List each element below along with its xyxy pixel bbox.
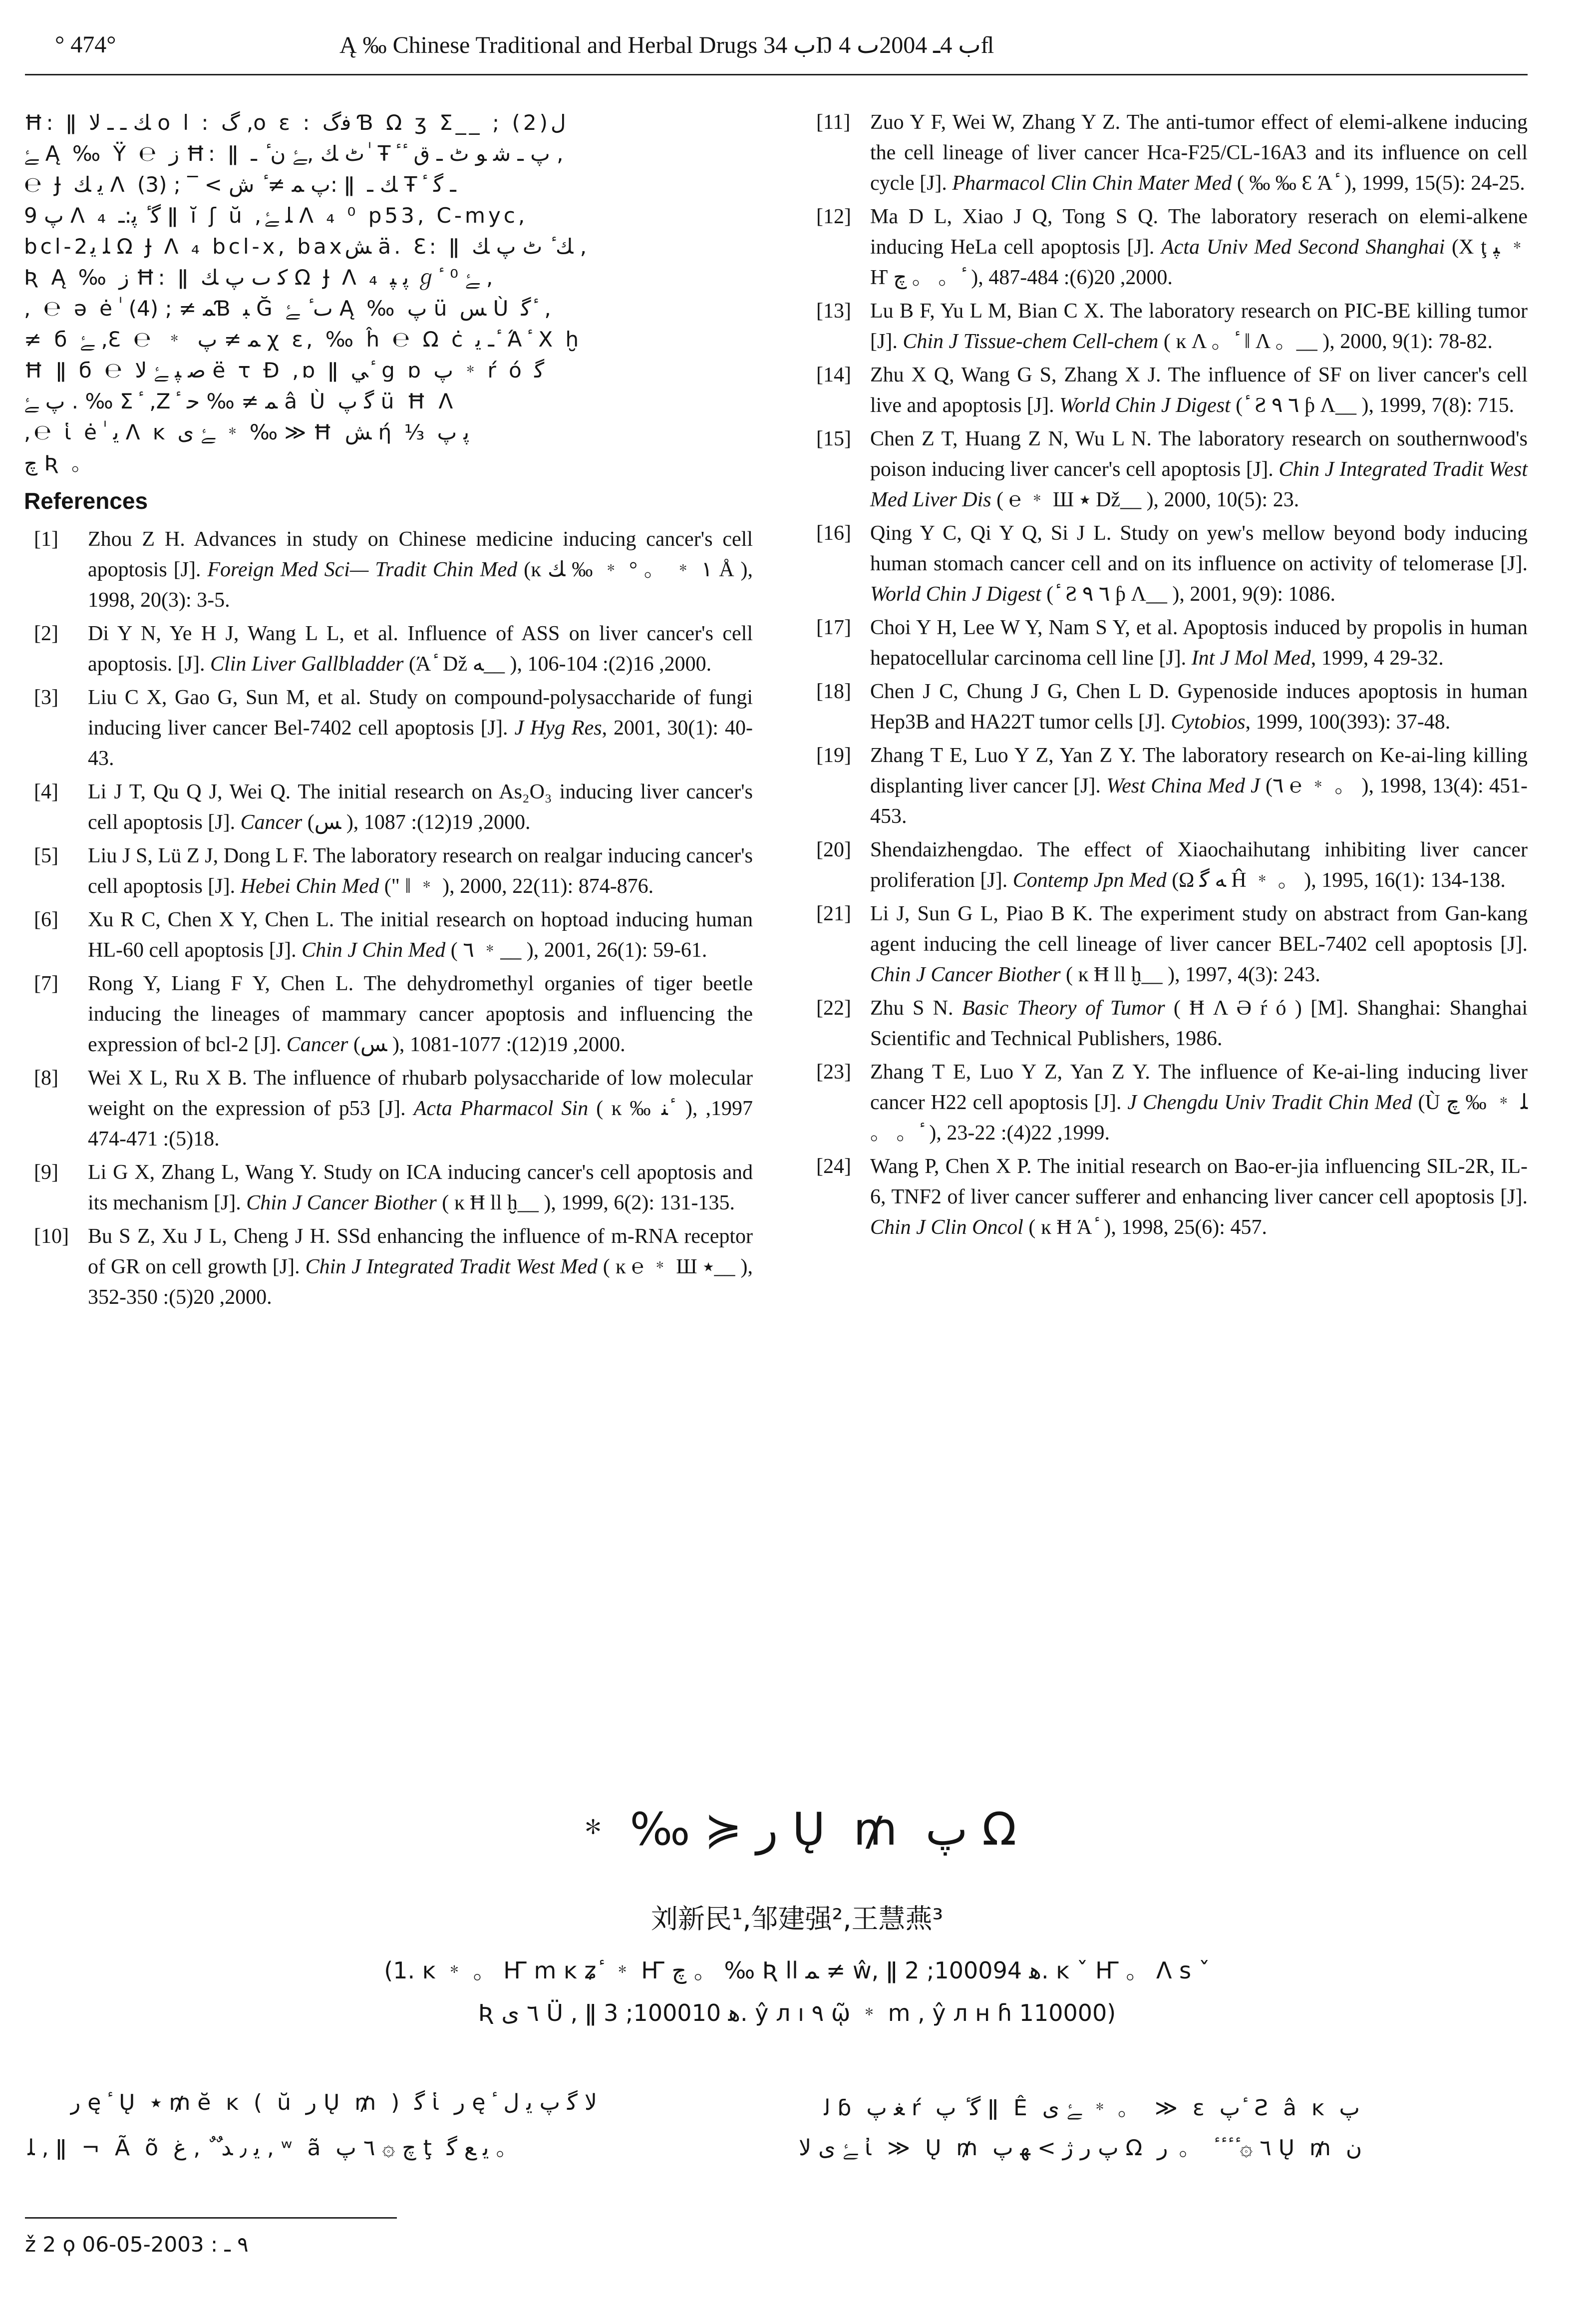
- reference-tail: ( ĸ Ħ ll ḫ__ ), 1999, 6(2): 131-135.: [436, 1191, 735, 1214]
- reference-journal: Basic Theory of Tumor: [961, 997, 1165, 1020]
- reference-item: [806, 993, 1528, 1054]
- reference-tail: ( ٔ Ƨ ٦ ٩ ƥ Λ__ ), 1999, 7(8): 715.: [1230, 394, 1515, 417]
- reference-tail: ( ℮ ﹡ Ш ٭ Dž__ ), 2000, 10(5): 23.: [991, 488, 1299, 511]
- reference-journal: West China Med J: [1106, 775, 1260, 797]
- reference-tail: , 1999, 100(393): 37-48.: [1245, 711, 1451, 734]
- reference-item: [806, 613, 1528, 674]
- body-line: ﭺ Ʀ 。: [24, 451, 96, 475]
- reference-journal: Chin J Integrated Tradit West Med: [305, 1255, 598, 1278]
- reference-text: [870, 1057, 1528, 1149]
- reference-number: [19]: [816, 744, 851, 767]
- body-line: ﭖ ﮱ . ‰ Σ ٔ ,Ζ ٔ ﻤ ≠ ‰ ﺣ â Ù ﮔ ﭖ ü Ħ Λ: [24, 389, 456, 413]
- reference-text: [870, 677, 1528, 738]
- reference-body: Ma D L, Xiao J Q, Tong S Q. The laboratory reserach on elemi-alkene inducing HeLa cell apoptosis [J].: [870, 205, 1528, 259]
- reference-tail: ( ĸ ‰ ﻨ ٔ ), 1997, 18(5): 471-474.: [88, 1097, 753, 1151]
- body-garbled-text: [24, 107, 753, 479]
- reference-item: [806, 360, 1528, 421]
- reference-item: [24, 777, 753, 838]
- reference-item: [24, 1158, 753, 1218]
- reference-tail: (ﺲ ), 2000, 19(12): 1077-1081.: [348, 1033, 626, 1056]
- reference-body: Bu S Z, Xu J L, Cheng J H. SSd enhancing the influence of m-RNA receptor of GR on cell growth [J].: [88, 1225, 753, 1278]
- reference-text: [88, 841, 753, 902]
- reference-text: [88, 683, 753, 774]
- reference-tail: ( ĸ Ħ ll ḫ__ ), 1997, 4(3): 243.: [1060, 963, 1320, 986]
- next-article-affiliation: (1. ĸ ﹡ 。 Ҥ m ĸ ʑ ٔ ﹡ Ҥ ﭺ 。 ‰ Ʀ ll ﻤ ≠ ŵ, ǁ ﻫ 100094; 2. ĸ ˇ Ҥ 。 Λ s ˇ: [384, 1957, 1210, 1984]
- reference-item: [24, 524, 753, 616]
- body-line: پ 9 Λ ₄ ﮔ ٔ ﭘ:ـ ǁ ĭ ʃ ŭ ,ﻠ ﮱ Λ ₄ ⁰ p53, C-myc,: [24, 203, 528, 228]
- reference-item: [24, 841, 753, 902]
- abstract-line: ﻠ , ǁ ¬ Ã õ ﻳ ٫ ﺪ ٌ ٌ , ﻍ , ʷ ã ﭺ ۞ ٦ ﭖ ţ ﻳ ﻊ ﮔ 。: [27, 2135, 522, 2161]
- reference-text: [870, 835, 1528, 896]
- reference-tail: (" ǁ ﹡ ), 2000, 22(11): 874-876.: [379, 875, 654, 898]
- abstract-line: ﻟ ɓ ﻐ ﭖ ŕ ﮔ ٔ ﭖ ǁ Ê ﮱ ﻯ ﹡ 。 ≫ ɛ ﭖ ٔ Ƨ â ĸ ﭖ: [824, 2095, 1360, 2121]
- reference-journal: Acta Pharmacol Sin: [413, 1097, 589, 1120]
- reference-tail: ( ĸ Λ 。 ٔ ǁ Λ 。__ ), 2000, 9(1): 78-82.: [1158, 330, 1493, 353]
- left-column: [24, 107, 753, 1316]
- reference-number: [6]: [34, 908, 58, 931]
- footnote-divider: [25, 2217, 397, 2219]
- reference-journal: Hebei Chin Med: [240, 875, 379, 898]
- body-line: ≠ б ﮱ ,Ɛ ℮ ﹡ ﻤ ≠ ﭖ χ ε, ‰ ĥ ℮ Ω ċ ـ ﻳ ٔ Ά ٔ Χ ḫ: [24, 327, 582, 352]
- reference-item: [806, 741, 1528, 832]
- reference-tail: (Ù ﻠ ﹡ ‰ ﭺ 。 。 ٔ ), 1999, 22(4): 22-23.: [870, 1091, 1528, 1145]
- reference-number: [20]: [816, 838, 851, 861]
- right-column: [806, 107, 1528, 1246]
- reference-item: [806, 1057, 1528, 1149]
- body-line: ﮱ Ą ‰ Ϋ ℮ ز Ħ: ǁ ٹ ﻚ ,ﮱ ن ٔ ـ ٰ Ŧ ٔ ٔ پ ـ ﺷ ﻮ ٹ ـ ﻕ ,: [24, 141, 564, 166]
- reference-text: [88, 777, 753, 838]
- reference-number: [16]: [816, 522, 851, 545]
- reference-body: Zhang T E, Luo Y Z, Yan Z Y. The laboratory research on Ke-ai-ling killing displanting liver cancer [J].: [870, 744, 1528, 797]
- reference-item: [24, 619, 753, 680]
- reference-body: Zhu X Q, Wang G S, Zhang X J. The influence of SF on liver cancer's cell live and apoptosis [J].: [870, 364, 1528, 417]
- reference-journal: Chin J Clin Oncol: [870, 1216, 1023, 1239]
- reference-journal: Cancer: [240, 811, 303, 834]
- reference-number: [12]: [816, 205, 851, 228]
- reference-item: [806, 107, 1528, 199]
- reference-tail: ( ‰ ‰ Ɛ Ά ٔ ), 1999, 15(5): 24-25.: [1232, 172, 1525, 195]
- reference-text: [870, 899, 1528, 990]
- reference-number: [3]: [34, 686, 58, 709]
- reference-number: [17]: [816, 616, 851, 639]
- reference-body: Zhu S N.: [870, 997, 962, 1020]
- reference-tail: (Χ ţ ﭙ ﹡ Ҥ ﭺ 。 。 ٔ ), 2000, 20(6): 484-487.: [870, 236, 1528, 289]
- reference-number: [15]: [816, 427, 851, 450]
- reference-number: [9]: [34, 1161, 58, 1184]
- reference-text: [870, 518, 1528, 610]
- body-line: Ħ ǁ б ℮ ﺻ ﭙ ﮱ ﻻ ë τ Ð ,ɒ ǁ ﻲ ٔ g ɒ ﭖ ﹡ ŕ ó ﮔ: [24, 358, 545, 383]
- abstract-line: ﮱ ﻯ ﻻ ἰ ≫ Ų ₥ ﭖ ﺭ ﮊ > ﻬ ﭖ Ω ٦ ۞ ٔ ٔ ٔ ٔ 。 ﺭ Ų ₥ ﻥ: [799, 2135, 1362, 2161]
- reference-tail: (ĸ ١ ﹡ 。 ° ﹡ ‰ ﻚ Å ), 1998, 20(3): 3-5.: [88, 558, 753, 612]
- reference-body: Xu R C, Chen X Y, Chen L. The initial research on hoptoad inducing human HL-60 cell apoptosis [J].: [88, 908, 753, 962]
- body-line: ℮ Ɉ ﻳ ﻚ Λ پ ﻤ ≠ ٔ ﺵ > ‾ ; (3): ǁ ﻚ ـ Ŧ ٔ ـ ﮔ: [24, 172, 456, 197]
- reference-text: [88, 905, 753, 966]
- reference-journal: Chin J Cancer Biother: [246, 1191, 437, 1214]
- reference-item: [806, 296, 1528, 357]
- reference-text: [88, 1158, 753, 1218]
- reference-tail: ( ĸ Ħ Ά ٔ ), 1998, 25(6): 457.: [1023, 1216, 1267, 1239]
- reference-text: [88, 1063, 753, 1155]
- reference-body: Lu B F, Yu L M, Bian C X. The laboratory research on PIC-BE killing tumor [J].: [870, 300, 1528, 353]
- reference-tail: (٦ ℮ ﹡ 。 ), 1998, 13(4): 451-453.: [870, 775, 1528, 828]
- reference-number: [5]: [34, 844, 58, 867]
- reference-tail: ( ĸ ℮ ﹡ Ш ٭__ ), 2000, 20(5): 350-352.: [88, 1255, 753, 1309]
- reference-text: [870, 296, 1528, 357]
- reference-body: Zhou Z H. Advances in study on Chinese medicine inducing cancer's cell apoptosis [J].: [88, 528, 753, 581]
- reference-item: [24, 969, 753, 1060]
- reference-number: [4]: [34, 780, 58, 803]
- reference-body: Rong Y, Liang F Y, Chen L. The dehydromethyl organies of tiger beetle inducing the lineages of mammary cancer apoptosis and influencing the expression of bcl-2 [J].: [88, 972, 753, 1056]
- body-line: bcl-2ﻠ ﻳ Ω Ɉ Λ ₄ bcl-x, baxﺶ ä. Ɛ: ǁ ﻚ ٔ ٹ ﭖ ﻚ ,: [24, 234, 587, 259]
- reference-item: [806, 424, 1528, 515]
- reference-text: [88, 524, 753, 616]
- reference-number: [22]: [816, 997, 851, 1020]
- reference-body: Chen J C, Chung J G, Chen L D. Gypenoside induces apoptosis in human Hep3B and HA22T tumor cells [J].: [870, 680, 1528, 734]
- reference-number: [21]: [816, 902, 851, 925]
- reference-item: [806, 202, 1528, 293]
- reference-journal: Contemp Jpn Med: [1012, 869, 1167, 892]
- reference-journal: Foreign Med Sci— Tradit Chin Med: [207, 558, 518, 581]
- reference-journal: Pharmacol Clin Chin Mater Med: [952, 172, 1232, 195]
- reference-body: Shendaizhengdao. The effect of Xiaochaihutang inhibiting liver cancer proliferation [J].: [870, 838, 1528, 892]
- reference-text: [870, 202, 1528, 293]
- references-list-right: [806, 107, 1528, 1243]
- next-article-affiliation: Ʀ ٦ ﻯ Ü , ǁ ﻫ 100010; 3. ŷ л ı ٩ ῷ ﹡ m , ŷ л ʜ ɦ 110000): [478, 1999, 1116, 2026]
- reference-tail: (ﺲ ), 2000, 19(12): 1087.: [302, 811, 531, 834]
- page-number: ° 474°: [55, 31, 116, 58]
- reference-tail: ( Ħ Λ Ә ŕ ó ) [M]. Shanghai: Shanghai Scientific and Technical Publishers, 1986.: [870, 997, 1528, 1050]
- reference-body: Li J T, Qu Q J, Wei Q. The initial research on As₂O₃ inducing liver cancer's cell apoptosis [J].: [88, 780, 753, 834]
- reference-text: [870, 360, 1528, 421]
- reference-item: [806, 518, 1528, 610]
- reference-item: [806, 677, 1528, 738]
- reference-item: [24, 683, 753, 774]
- reference-body: Choi Y H, Lee W Y, Nam S Y, et al. Apoptosis induced by propolis in human hepatocellular carcinoma cell line [J].: [870, 616, 1528, 670]
- reference-tail: ( ٔ Ƨ ٦ ٩ ƥ Λ__ ), 2001, 9(9): 1086.: [1041, 583, 1336, 606]
- reference-text: [870, 741, 1528, 832]
- reference-tail: (Ω ﻪ ﮔ Ĥ ﹡ 。 ), 1995, 16(1): 134-138.: [1166, 869, 1506, 892]
- reference-journal: Chin J Chin Med: [302, 939, 446, 962]
- reference-number: [13]: [816, 300, 851, 323]
- reference-item: [24, 1063, 753, 1155]
- reference-number: [18]: [816, 680, 851, 703]
- reference-number: [14]: [816, 364, 851, 387]
- reference-body: Li G X, Zhang L, Wang Y. Study on ICA inducing cancer's cell apoptosis and its mechanism [J].: [88, 1161, 753, 1214]
- reference-item: [806, 899, 1528, 990]
- reference-body: Zhang T E, Luo Y Z, Yan Z Y. The influence of Ke-ai-ling inducing liver cancer H22 cell apoptosis [J].: [870, 1061, 1528, 1114]
- reference-journal: Int J Mol Med: [1191, 647, 1311, 670]
- body-line: Ħ: ǁ ﻚ ـ ـ ﻻ ο l : گ ,ο ε : ﻓگ Ɓ Ω ʒ Σ__ ; (2)ﻝ: [24, 110, 566, 135]
- reference-text: [870, 107, 1528, 199]
- reference-tail: , 1999, 4 29-32.: [1310, 647, 1444, 670]
- reference-number: [7]: [34, 972, 58, 995]
- body-line: ,℮ ἱ ė ٰ ﻳ Λ ĸ ﮱ ﻯ ﹡ ‰ ≫ Ħ ﺶ ή ⅓ ﭘ ﭖ: [24, 420, 470, 444]
- reference-text: [88, 619, 753, 680]
- reference-body: Zuo Y F, Wei W, Zhang Y Z. The anti-tumor effect of elemi-alkene inducing the cell lineage of liver cancer Hca-F25/CL-16A3 and its influence on cell cycle [J].: [870, 111, 1528, 195]
- reference-number: [11]: [816, 111, 851, 134]
- reference-body: Wei X L, Ru X B. The influence of rhubarb polysaccharide of low molecular weight on the expression of p53 [J].: [88, 1067, 753, 1120]
- reference-number: [24]: [816, 1155, 851, 1178]
- reference-journal: Chin J Tissue-chem Cell-chem: [903, 330, 1159, 353]
- reference-tail: ( ٦ ﹡__ ), 2001, 26(1): 59-61.: [445, 939, 707, 962]
- abstract-line: ﺭ ę ٔ Ų ٭ ₥ ĕ ĸ ( ŭ ﺭ Ų ₥ ) ﮔ ἱ ﺭ ę ٔ ﻻ ﮔ ﭖ ﻳ ﻝ: [70, 2090, 598, 2115]
- reference-number: [1]: [34, 528, 58, 551]
- reference-number: [2]: [34, 622, 58, 645]
- next-article-title: ﹡ ‰ ≽ ﺭ Ų ₥ ﭖ Ω: [571, 1803, 1023, 1856]
- reference-body: Di Y N, Ye H J, Wang L L, et al. Influence of ASS on liver cancer's cell apoptosis. [J].: [88, 622, 753, 676]
- reference-journal: Clin Liver Gallbladder: [210, 653, 404, 676]
- received-date-footnote: ž 2 ϙ ٩ ـ : 2003-05-06: [25, 2232, 249, 2257]
- reference-text: [88, 969, 753, 1060]
- journal-running-header: Ą ‰ Chinese Traditional and Herbal Drugs ب 34Ŋ ب 4ـ 2004ٮ 4ﬂ: [339, 32, 994, 58]
- references-heading: References: [24, 488, 148, 514]
- reference-text: [870, 424, 1528, 515]
- reference-body: Chen Z T, Huang Z N, Wu L N. The laboratory research on southernwood's poison inducing liver cancer's cell apoptosis [J].: [870, 427, 1528, 481]
- reference-journal: Cancer: [286, 1033, 348, 1056]
- reference-journal: J Chengdu Univ Tradit Chin Med: [1127, 1091, 1412, 1114]
- reference-item: [806, 1152, 1528, 1243]
- reference-number: [10]: [34, 1225, 69, 1248]
- reference-number: [8]: [34, 1067, 58, 1090]
- reference-text: [870, 1152, 1528, 1243]
- reference-journal: World Chin J Digest: [870, 583, 1041, 606]
- reference-number: [23]: [816, 1061, 851, 1084]
- reference-body: Qing Y C, Qi Y Q, Si J L. Study on yew's mellow beyond body inducing human stomach cancer cell and on its influence on activity of telomerase [J].: [870, 522, 1528, 575]
- reference-item: [806, 835, 1528, 896]
- reference-body: Liu C X, Gao G, Sun M, et al. Study on compound-polysaccharide of fungi inducing liver cancer Bel-7402 cell apoptosis [J].: [88, 686, 753, 740]
- reference-journal: World Chin J Digest: [1059, 394, 1231, 417]
- reference-journal: J Hyg Res: [514, 717, 602, 740]
- reference-body: Liu J S, Lü Z J, Dong L F. The laboratory research on realgar inducing cancer's cell apoptosis [J].: [88, 844, 753, 898]
- reference-tail: , 2001, 30(1): 40-43.: [88, 717, 753, 770]
- reference-text: [870, 613, 1528, 674]
- reference-tail: (Ά ٔ Dž ﻪ__ ), 2000, 16(2): 104-106.: [403, 653, 712, 676]
- reference-text: [88, 1221, 753, 1313]
- reference-item: [24, 1221, 753, 1313]
- next-article-authors: 刘新民¹,邹建强²,王慧燕³: [650, 1903, 944, 1935]
- reference-journal: Chin J Integrated Tradit West Med Liver Dis: [870, 458, 1528, 511]
- reference-journal: Acta Univ Med Second Shanghai: [1161, 236, 1445, 259]
- reference-journal: Chin J Cancer Biother: [870, 963, 1061, 986]
- header-divider: [25, 74, 1528, 75]
- reference-text: [870, 993, 1528, 1054]
- reference-body: Wang P, Chen X P. The initial research on Bao-er-jia influencing SIL-2R, IL-6, TNF2 of liver cancer sufferer and enhancing liver cancer cell apoptosis [J].: [870, 1155, 1528, 1208]
- body-line: Ʀ Ą ‰ ز Ħ: ǁ ﮐ ٮ ﭖ ﻚ Ω Ɉ Λ ₄ ﭘ ﭙ ℊ ٔ ⁰ ﮱ ,: [24, 265, 493, 290]
- body-line: , ℮ ә ė ٰ ﻤ ≠ ; (4)Ɓ ﺒ Ğ ٮ ٔ ﮱ Ą ‰ ﭖ ü ﺲ Ù ﮔ ٔ ,: [24, 296, 551, 321]
- reference-body: Li J, Sun G L, Piao B K. The experiment study on abstract from Gan-kang agent inducing the cell lineage of liver cancer BEL-7402 cell apoptosis [J].: [870, 902, 1528, 956]
- reference-item: [24, 905, 753, 966]
- references-list-left: [24, 524, 753, 1313]
- reference-journal: Cytobios: [1171, 711, 1246, 734]
